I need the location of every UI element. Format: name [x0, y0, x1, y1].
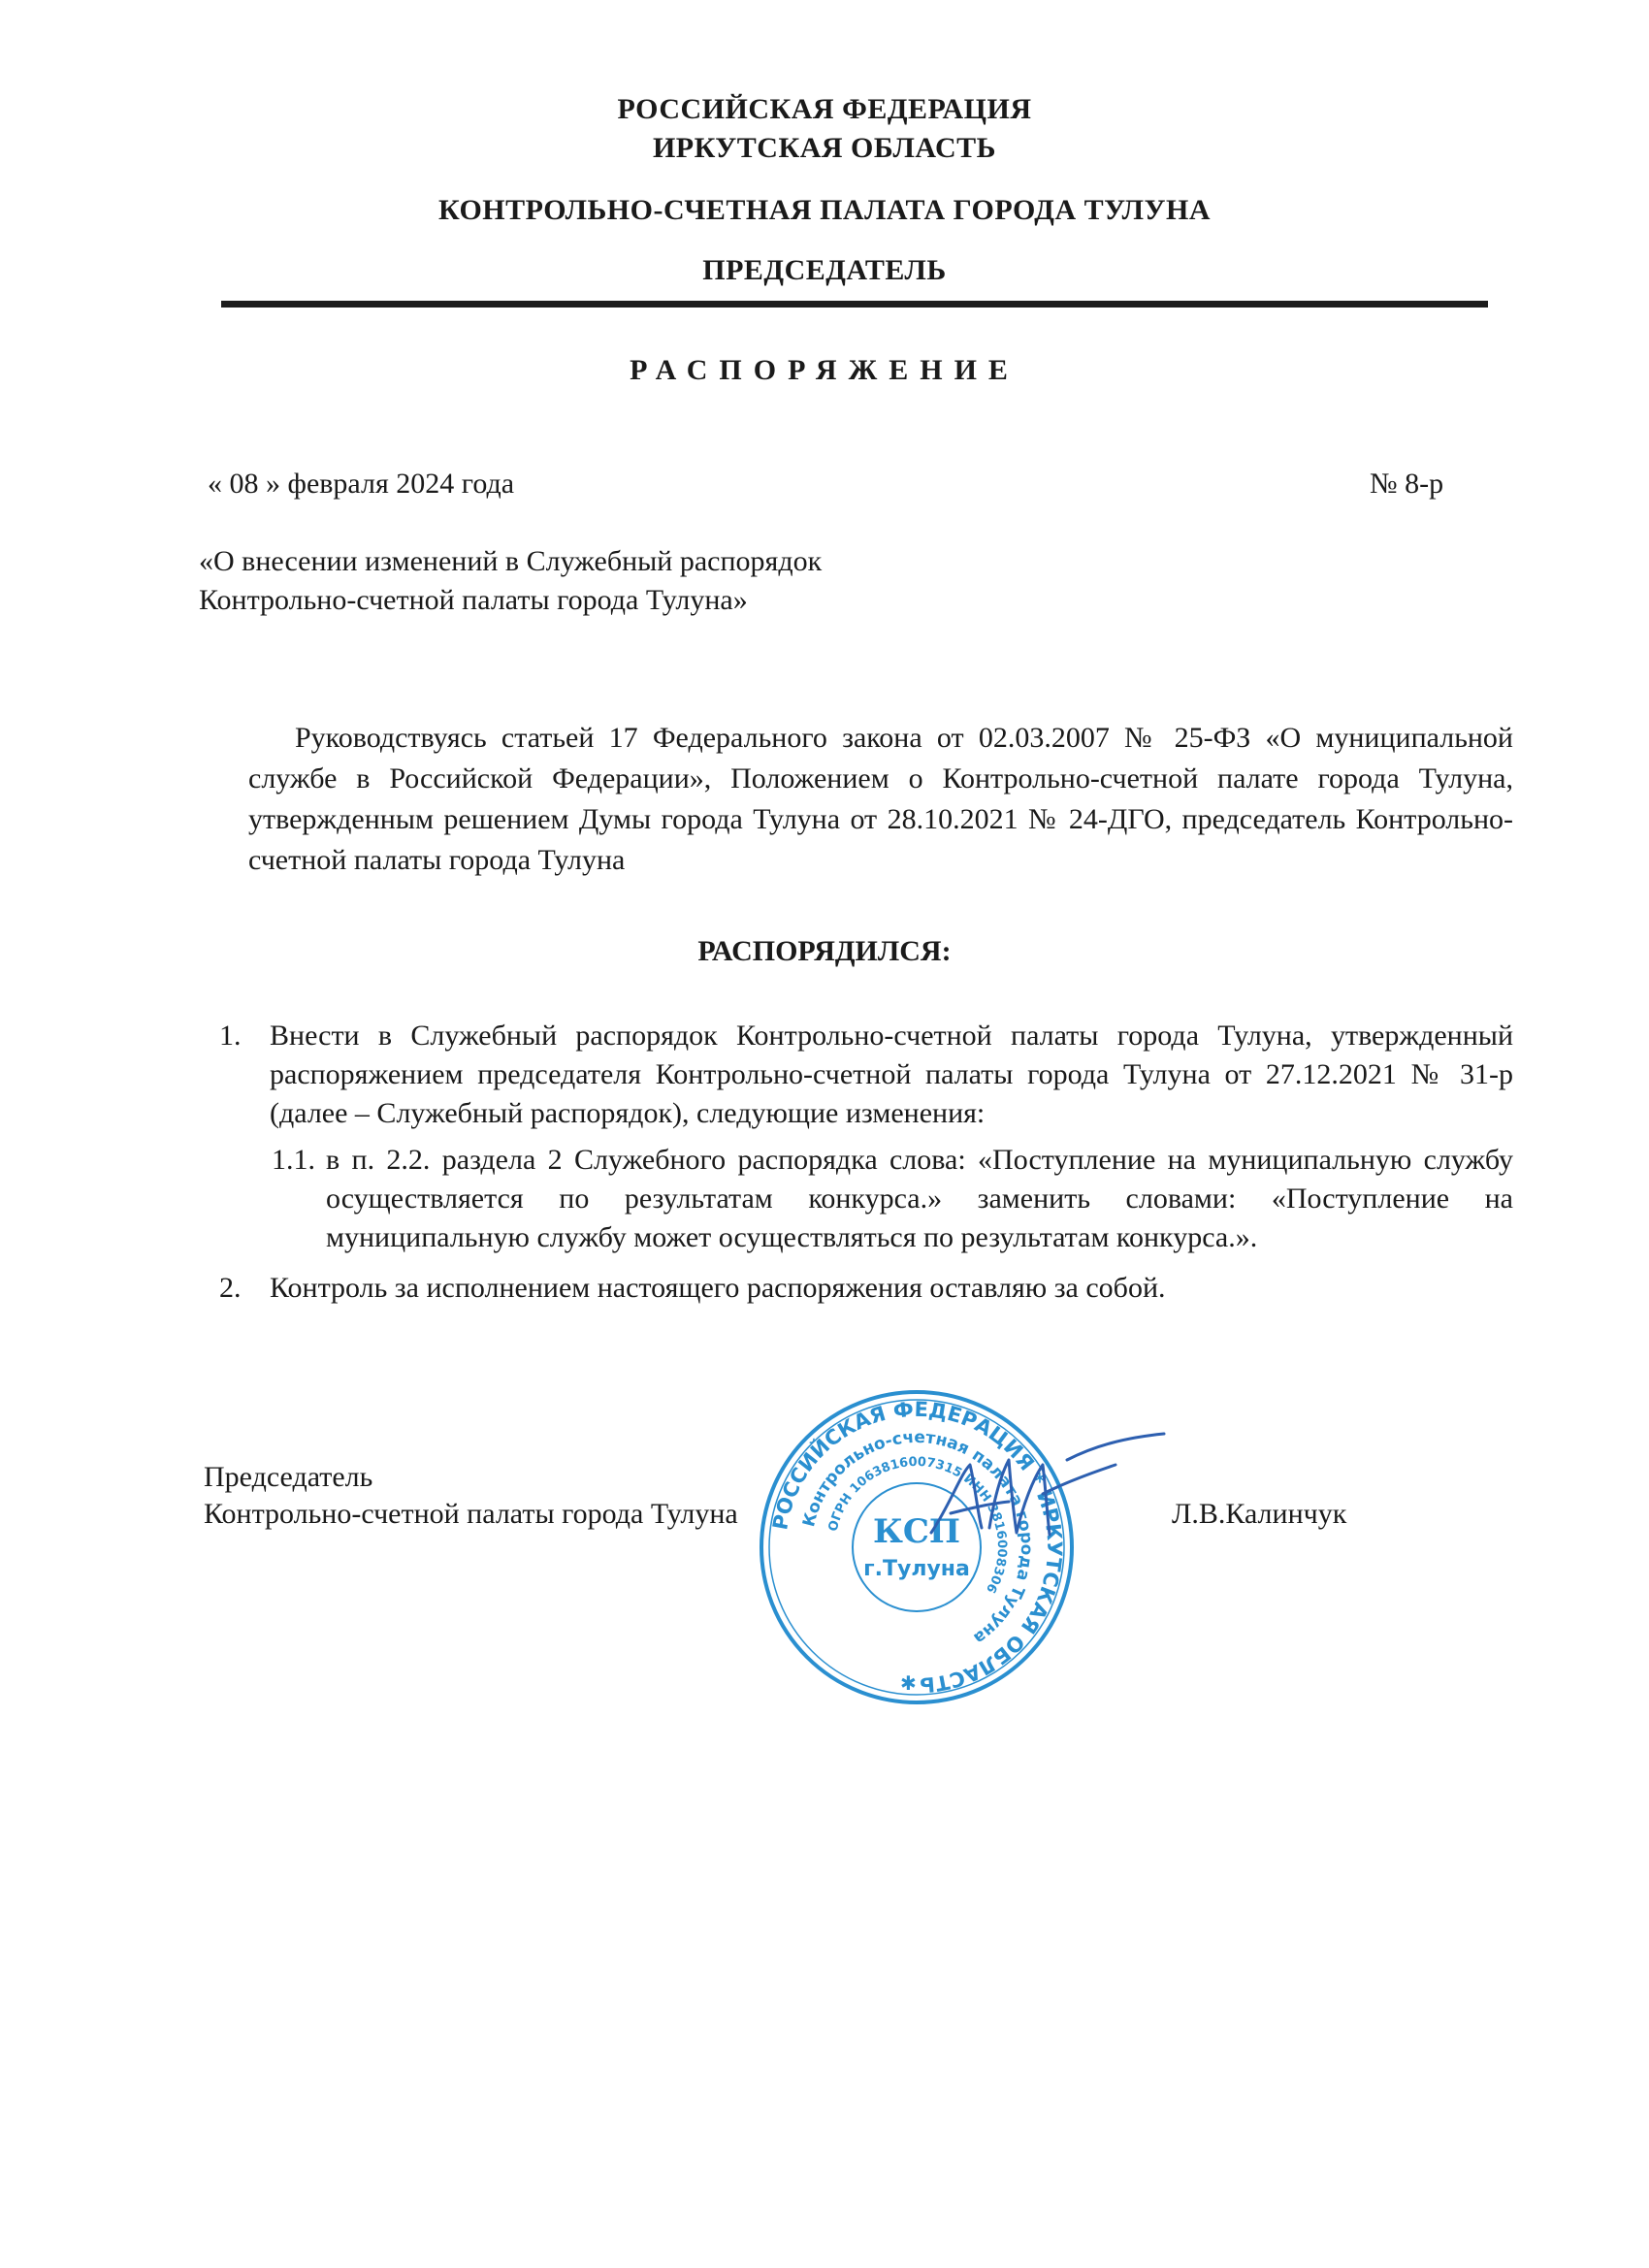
seal-star-icon: ✱ — [900, 1671, 917, 1695]
header-divider — [221, 301, 1488, 308]
seal-middle-text: Контрольно-счетная палата города Тулуна — [799, 1427, 1037, 1648]
item-1-1-number: 1.1. — [272, 1144, 315, 1176]
seal-center-city: г.Тулуна — [863, 1557, 970, 1581]
item-1-text: Внести в Служебный распорядок Контрольно-счетной палаты города Тулуна, утвержденный распоряжением председателя Контрольно-счетной палаты города Тулуна от 27.12.2021 № 31-р (далее – Служебный распорядок), следующие изменения: — [270, 1020, 1513, 1129]
preamble-paragraph: Руководствуясь статьей 17 Федерального закона от 02.03.2007 № 25-ФЗ «О муниципальной службе в Российской Федерации», Положением о Контрольно-счетной палате города Тулуна, утвержденным решением Думы города Тулуна от 28.10.2021 № 24-ДГО, председатель Контрольно-счетной палаты города Тулуна — [248, 722, 1513, 876]
header-region: ИРКУТСКАЯ ОБЛАСТЬ — [652, 132, 997, 164]
subject-line-1: «О внесении изменений в Служебный распорядок — [199, 545, 823, 577]
subject-line-2: Контрольно-счетной палаты города Тулуна» — [199, 584, 748, 616]
seal-center-abbrev: КСП — [872, 1512, 961, 1551]
header-country: РОССИЙСКАЯ ФЕДЕРАЦИЯ — [617, 93, 1032, 125]
signatory-name: Л.В.Калинчук — [1172, 1498, 1347, 1530]
signatory-title-line-1: Председатель — [204, 1461, 373, 1493]
header-organization: КОНТРОЛЬНО-СЧЕТНАЯ ПАЛАТА ГОРОДА ТУЛУНА — [437, 194, 1212, 226]
item-2-text: Контроль за исполнением настоящего распоряжения оставляю за собой. — [270, 1272, 1166, 1304]
document-number: № 8-р — [1370, 468, 1444, 500]
seal-outer-text: РОССИЙСКАЯ ФЕДЕРАЦИЯ * ИРКУТСКАЯ ОБЛАСТЬ — [768, 1397, 1067, 1698]
item-1-number: 1. — [219, 1020, 242, 1052]
item-1-1-text: в п. 2.2. раздела 2 Служебного распорядка слова: «Поступление на муниципальную службу осуществляется по результатам конкурса.» заменить словами: «Поступление на муниципальную службу может осуществляться по результатам конкурса.». — [326, 1144, 1513, 1253]
document-date: « 08 » февраля 2024 года — [208, 468, 515, 500]
document-type-title: РАСПОРЯЖЕНИЕ — [630, 354, 1019, 386]
signatory-title-line-2: Контрольно-счетной палаты города Тулуна — [204, 1498, 738, 1530]
decree-heading: РАСПОРЯДИЛСЯ: — [697, 935, 952, 967]
header-position: ПРЕДСЕДАТЕЛЬ — [702, 254, 947, 286]
item-2-number: 2. — [219, 1272, 242, 1304]
seal-inner-text: ОГРН 1063816007315 ИНН 3816008306 — [825, 1454, 1010, 1596]
handwritten-signature — [892, 1426, 1183, 1571]
